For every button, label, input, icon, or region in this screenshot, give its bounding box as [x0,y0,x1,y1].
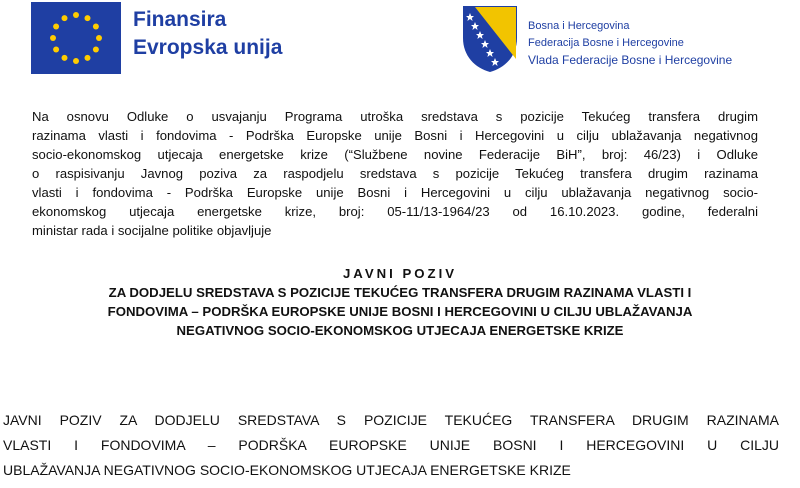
intro-line: vlasti i fondovima - Podrška Europske unije Bosni i Hercegovini u cilju ublažavanja negativnog socio- [32,185,758,200]
gov-line2: Federacija Bosne i Hercegovine [528,37,684,49]
call-heading: JAVNI POZIV [342,266,458,281]
call-title-line: NEGATIVNOG SOCIO-EKONOMSKOG UTJECAJA ENERGETSKE KRIZE [176,323,624,338]
call-title-line: FONDOVIMA – PODRŠKA EUROPSKE UNIJE BOSNI I HERCEGOVINI U CILJU UBLAŽAVANJA [107,304,693,319]
gov-line1: Bosna i Hercegovina [528,20,630,32]
bih-coat-of-arms-icon [461,4,519,74]
eu-funding-label [133,6,282,62]
eu-funding-line1: Finansira [133,8,227,31]
eu-stars-icon [31,2,121,74]
call-title-line: ZA DODJELU SREDSTAVA S POZICIJE TEKUĆEG TRANSFERA DRUGIM RAZINAMA VLASTI I [108,285,692,300]
eu-funding-line2: Evropska unija [133,36,283,59]
repeat-title-line: UBLAŽAVANJA NEGATIVNOG SOCIO-EKONOMSKOG UTJECAJA ENERGETSKE KRIZE [3,462,571,478]
repeat-title-line: VLASTI I FONDOVIMA – PODRŠKA EUROPSKE UNIJE BOSNI I HERCEGOVINI U CILJU [3,437,779,453]
gov-line3: Vlada Federacije Bosne i Hercegovine [528,53,733,67]
intro-line: razinama vlasti i fondovima - Podrška Europske unije Bosni i Hercegovini u cilju ublažavanja negativnog [32,128,758,143]
intro-line: socio-ekonomskog utjecaja energetske krize (“Službene novine Federacije BiH”, broj: 46/23) i Odluke [32,147,758,162]
intro-line: o raspisivanju Javnog poziva za raspodjelu sredstava s pozicije Tekućeg transfera drugim razinama [32,166,758,181]
intro-line: ministar rada i socijalne politike objavljuje [32,223,272,238]
intro-line: ekonomskog utjecaja energetske krize, broj: 05-11/13-1964/23 od 16.10.2023. godine, federalni [32,204,758,219]
eu-flag-icon [31,2,121,74]
intro-paragraph [32,107,758,240]
repeat-title-line: JAVNI POZIV ZA DODJELU SREDSTAVA S POZICIJE TEKUĆEG TRANSFERA DRUGIM RAZINAMA [3,412,779,428]
intro-line: Na osnovu Odluke o usvajanju Programa utroška sredstava s pozicije Tekućeg transfera drugim [32,109,758,124]
call-title-block [28,264,772,340]
repeat-title-block [3,408,779,483]
government-label [528,18,732,69]
